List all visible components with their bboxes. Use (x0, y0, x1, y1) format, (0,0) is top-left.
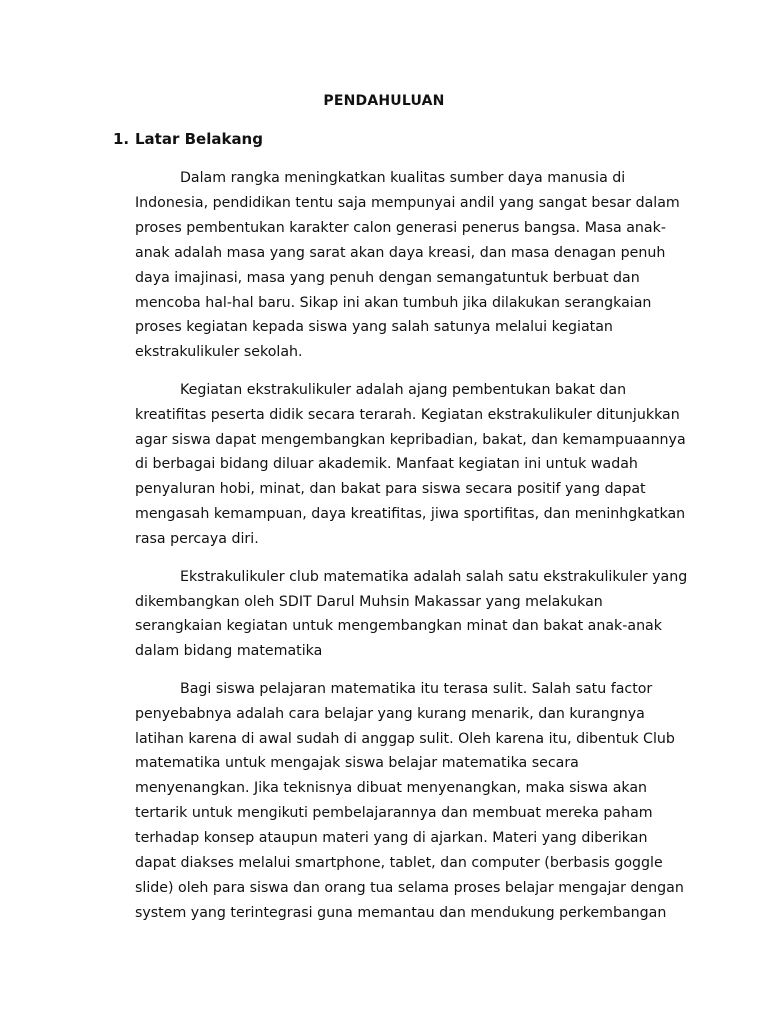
paragraph-line: Bagi siswa pelajaran matematika itu terasa sulit. Salah satu factor (180, 680, 653, 697)
paragraph-line: matematika untuk mengajak siswa belajar matematika secara (135, 755, 579, 772)
paragraph-line: agar siswa dapat mengembangkan kepribadian, bakat, dan kemampuaannya (135, 431, 686, 448)
section-number: 1. (113, 130, 130, 148)
paragraph-line: daya imajinasi, masa yang penuh dengan semangatuntuk berbuat dan (135, 269, 640, 286)
section-heading-text: Latar Belakang (135, 130, 263, 148)
paragraph-line: mengasah kemampuan, daya kreatifitas, jiwa sportifitas, dan meninhgkatkan (135, 506, 686, 523)
paragraph-line: dalam bidang matematika (135, 643, 323, 660)
paragraph-line: slide) oleh para siswa dan orang tua selama proses belajar mengajar dengan (135, 879, 684, 896)
paragraph-line: kreatifitas peserta didik secara terarah. Kegiatan ekstrakulikuler ditunjukkan (135, 406, 680, 423)
paragraph-line: penyebabnya adalah cara belajar yang kurang menarik, dan kurangnya (135, 705, 645, 722)
paragraph-line: tertarik untuk mengikuti pembelajarannya dan membuat mereka paham (135, 805, 653, 822)
paragraph-line: proses kegiatan kepada siswa yang salah satunya melalui kegiatan (135, 319, 613, 336)
paragraph-line: menyenangkan. Jika teknisnya dibuat menyenangkan, maka siswa akan (135, 780, 648, 797)
document-title: PENDAHULUAN (323, 93, 445, 109)
paragraph-line: Dalam rangka meningkatkan kualitas sumber daya manusia di (180, 170, 626, 186)
paragraph-line: rasa percaya diri. (135, 531, 259, 548)
paragraph-3 (135, 565, 688, 665)
body-text (135, 166, 688, 938)
paragraph-line: penyaluran hobi, minat, dan bakat para siswa secara positif yang dapat (135, 481, 646, 498)
paragraph-1 (135, 166, 685, 365)
paragraph-line: latihan karena di awal sudah di anggap sulit. Oleh karena itu, dibentuk Club (135, 730, 675, 747)
paragraph-line: Indonesia, pendidikan tentu saja mempunyai andil yang sangat besar dalam (135, 194, 680, 211)
paragraph-line: serangkaian kegiatan untuk mengembangkan minat dan bakat anak-anak (135, 618, 662, 635)
paragraph-line: proses pembentukan karakter calon generasi penerus bangsa. Masa anak- (135, 219, 666, 236)
section-heading (113, 130, 263, 148)
paragraph-line: Kegiatan ekstrakulikuler adalah ajang pembentukan bakat dan (180, 381, 627, 398)
paragraph-4 (135, 677, 685, 926)
paragraph-2 (135, 378, 685, 552)
paragraph-line: system yang terintegrasi guna memantau dan mendukung perkembangan (135, 904, 667, 921)
paragraph-line: dikembangkan oleh SDIT Darul Muhsin Makassar yang melakukan (135, 593, 603, 610)
paragraph-line: mencoba hal-hal baru. Sikap ini akan tumbuh jika dilakukan serangkaian (135, 294, 652, 311)
paragraph-line: ekstrakulikuler sekolah. (135, 344, 303, 361)
paragraph-line: dapat diakses melalui smartphone, tablet, dan computer (berbasis goggle (135, 855, 663, 872)
paragraph-line: anak adalah masa yang sarat akan daya kreasi, dan masa denagan penuh (135, 244, 666, 261)
paragraph-line: Ekstrakulikuler club matematika adalah salah satu ekstrakulikuler yang (180, 568, 688, 585)
paragraph-line: terhadap konsep ataupun materi yang di ajarkan. Materi yang diberikan (135, 830, 648, 847)
paragraph-line: di berbagai bidang diluar akademik. Manfaat kegiatan ini untuk wadah (135, 456, 638, 473)
